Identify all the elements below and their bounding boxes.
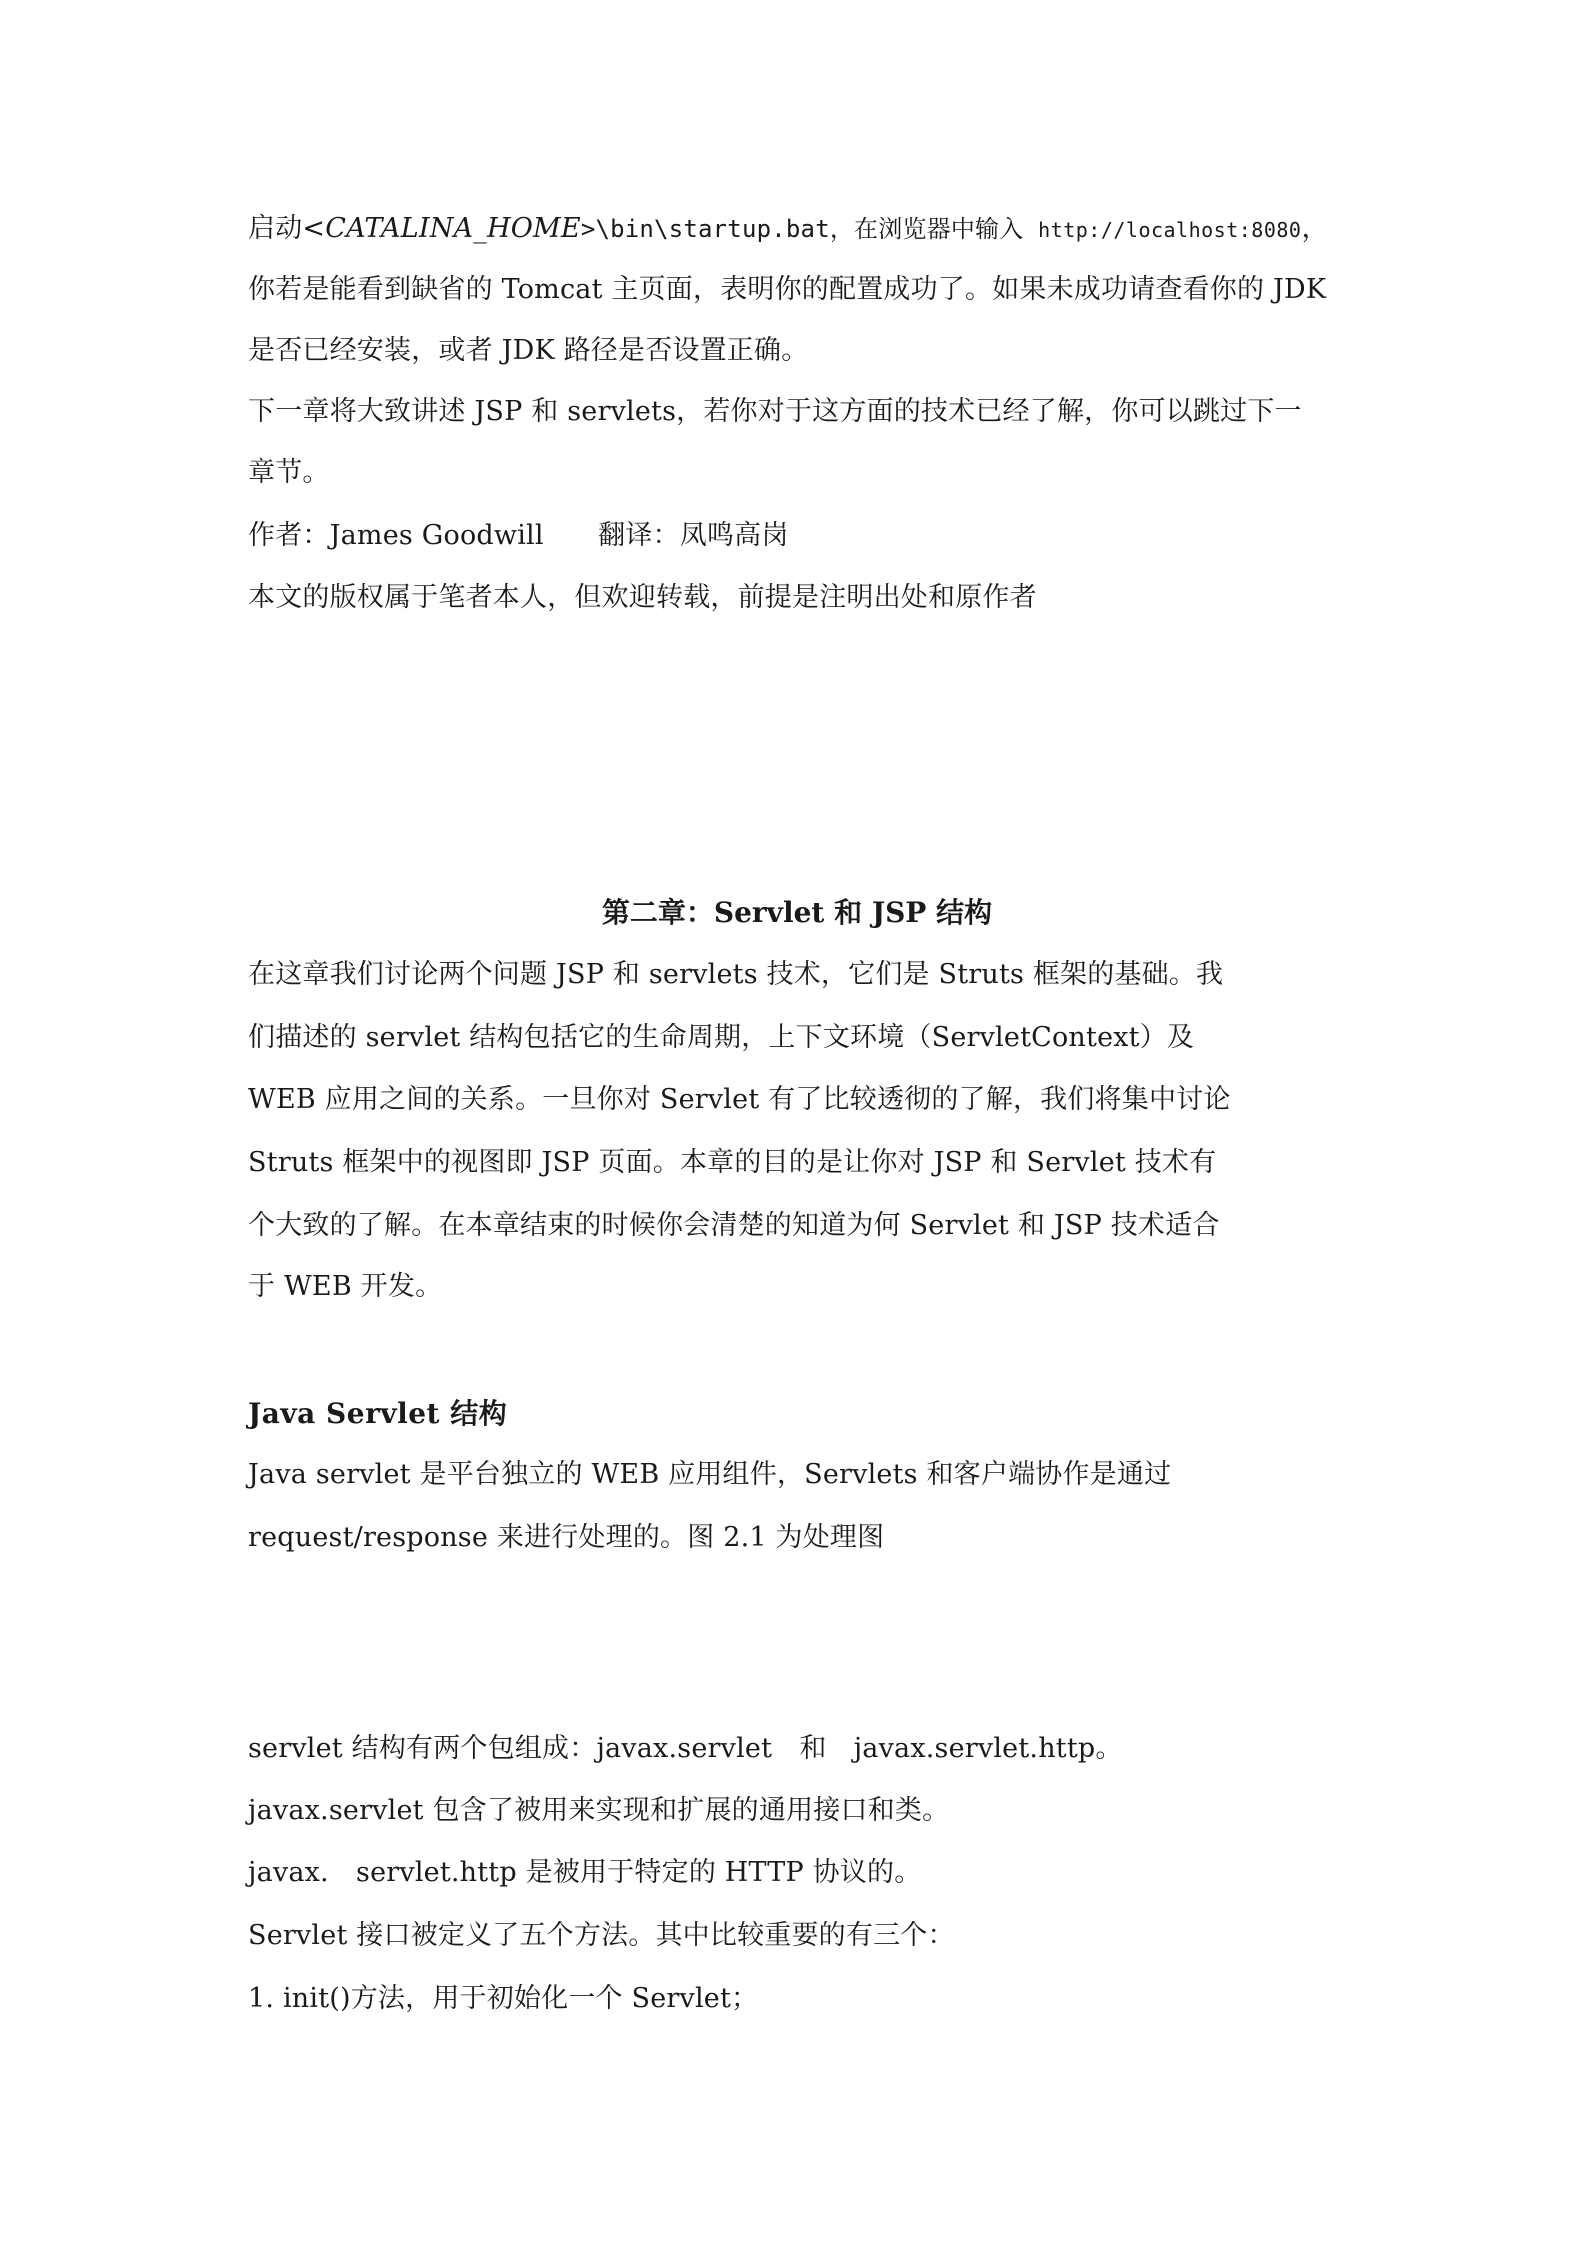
chapter-para-line-4: Struts 框架中的视图即 JSP 页面。本章的目的是让你对 JSP 和 Servlet 技术有 bbox=[248, 1147, 1217, 1178]
intro-line-3: 是否已经安装，或者 JDK 路径是否设置正确。 bbox=[248, 335, 809, 366]
intro-line-4: 下一章将大致讲述 JSP 和 servlets，若你对于这方面的技术已经了解，你可以跳过下一 bbox=[248, 396, 1302, 427]
body2-line-2: javax.servlet 包含了被用来实现和扩展的通用接口和类。 bbox=[248, 1795, 950, 1826]
author-line: 作者：James Goodwill 翻译：凤鸣高岗 bbox=[248, 520, 789, 551]
body2-line-3: javax. servlet.http 是被用于特定的 HTTP 协议的。 bbox=[248, 1857, 922, 1888]
chapter-title: 第二章：Servlet 和 JSP 结构 bbox=[601, 896, 993, 929]
body2-line-5: 1. init()方法，用于初始化一个 Servlet； bbox=[248, 1983, 759, 2014]
section-para-line-2: request/response 来进行处理的。图 2.1 为处理图 bbox=[248, 1522, 885, 1553]
intro-line-1-suffix: ， bbox=[1301, 213, 1329, 244]
chapter-para-line-5: 个大致的了解。在本章结束的时候你会清楚的知道为何 Servlet 和 JSP 技术适合 bbox=[248, 1210, 1220, 1241]
body2-line-1: servlet 结构有两个包组成：javax.servlet 和 javax.servlet.http。 bbox=[248, 1733, 1123, 1764]
localhost-url: http://localhost:8080 bbox=[1038, 218, 1302, 242]
intro-line-1 bbox=[248, 212, 1358, 247]
section-para-line-1: Java servlet 是平台独立的 WEB 应用组件，Servlets 和客户端协作是通过 bbox=[248, 1459, 1172, 1490]
chapter-para-line-3: WEB 应用之间的关系。一旦你对 Servlet 有了比较透彻的了解，我们将集中讨论 bbox=[248, 1084, 1231, 1115]
section-title: Java Servlet 结构 bbox=[248, 1397, 508, 1430]
intro-line-5: 章节。 bbox=[248, 457, 330, 488]
intro-line-1-path: >\bin\startup.bat，在浏览器中输入 bbox=[580, 215, 1039, 243]
chapter-para-line-1: 在这章我们讨论两个问题 JSP 和 servlets 技术，它们是 Struts 框架的基础。我 bbox=[248, 959, 1224, 990]
chapter-para-line-2: 们描述的 servlet 结构包括它的生命周期，上下文环境（ServletContext）及 bbox=[248, 1022, 1195, 1053]
catalina-home-text: CATALINA_HOME bbox=[325, 213, 581, 244]
chapter-para-line-6: 于 WEB 开发。 bbox=[248, 1271, 443, 1302]
body2-line-4: Servlet 接口被定义了五个方法。其中比较重要的有三个： bbox=[248, 1920, 955, 1951]
intro-line-2: 你若是能看到缺省的 Tomcat 主页面，表明你的配置成功了。如果未成功请查看你的 JDK bbox=[248, 274, 1327, 305]
intro-line-1-prefix: 启动< bbox=[248, 213, 326, 244]
copyright-line: 本文的版权属于笔者本人，但欢迎转载，前提是注明出处和原作者 bbox=[248, 582, 1037, 613]
